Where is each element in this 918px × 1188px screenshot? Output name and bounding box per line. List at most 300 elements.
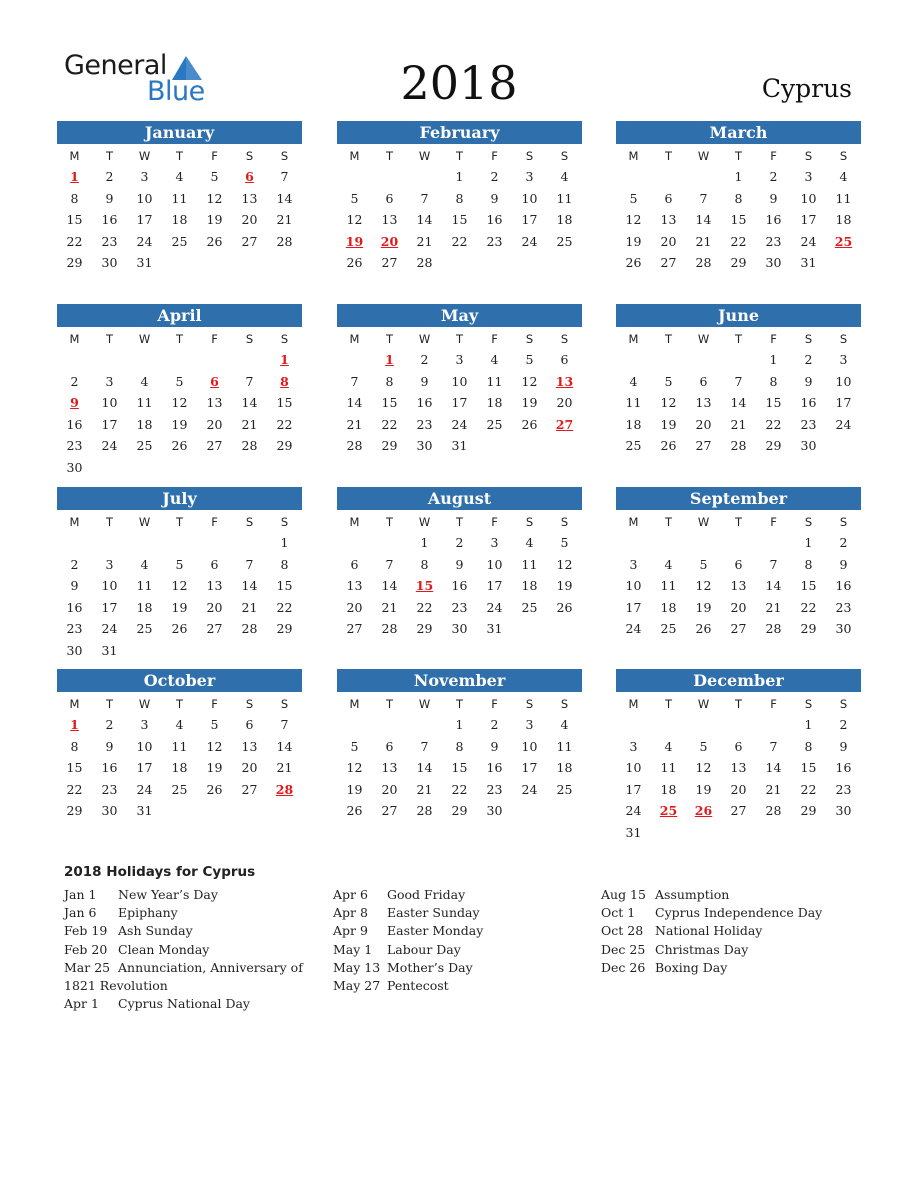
day-cell: 28 bbox=[346, 438, 363, 454]
weekday-label: W bbox=[138, 515, 151, 529]
holiday-day-cell: 13 bbox=[555, 373, 574, 389]
week-row bbox=[616, 252, 861, 274]
weekday-label: T bbox=[734, 332, 743, 346]
day-cell: 24 bbox=[800, 233, 817, 249]
day-cell: 28 bbox=[241, 621, 258, 637]
holiday-name: Assumption bbox=[655, 887, 730, 902]
day-cell: 18 bbox=[521, 578, 538, 594]
empty-day-cell bbox=[232, 640, 267, 662]
day-cell: 12 bbox=[660, 395, 677, 411]
day-cell: 15 bbox=[276, 578, 293, 594]
weekday-label: S bbox=[245, 515, 254, 529]
empty-day-cell bbox=[57, 349, 92, 371]
weekday-label: T bbox=[175, 332, 184, 346]
day-cell: 12 bbox=[695, 760, 712, 776]
month-april bbox=[57, 304, 302, 479]
empty-day-cell bbox=[512, 800, 547, 822]
day-cell: 29 bbox=[66, 803, 83, 819]
week-row bbox=[616, 757, 861, 779]
day-cell: 14 bbox=[241, 395, 258, 411]
holiday-date: Apr 8 bbox=[333, 905, 368, 921]
empty-day-cell bbox=[651, 532, 686, 554]
day-cell: 27 bbox=[730, 803, 747, 819]
month-header: February bbox=[337, 121, 582, 144]
day-cell: 3 bbox=[490, 535, 499, 550]
day-cell: 26 bbox=[171, 621, 188, 637]
holiday-item bbox=[601, 959, 861, 977]
day-cell: 21 bbox=[276, 760, 293, 776]
weekday-label: F bbox=[211, 697, 218, 711]
weekday-label: W bbox=[418, 697, 431, 711]
empty-day-cell bbox=[232, 800, 267, 822]
week-row bbox=[57, 435, 302, 457]
day-cell: 7 bbox=[769, 738, 778, 754]
day-cell: 6 bbox=[664, 190, 673, 206]
day-cell: 7 bbox=[350, 373, 359, 389]
week-row bbox=[57, 252, 302, 274]
day-cell: 14 bbox=[416, 760, 433, 776]
day-cell: 10 bbox=[800, 190, 817, 206]
holiday-item bbox=[64, 959, 324, 977]
day-cell: 24 bbox=[521, 781, 538, 797]
day-cell: 11 bbox=[136, 578, 153, 594]
weekday-label: S bbox=[560, 697, 569, 711]
day-cell: 15 bbox=[765, 395, 782, 411]
weekday-row bbox=[57, 144, 302, 166]
day-cell: 19 bbox=[556, 578, 573, 594]
day-cell: 18 bbox=[486, 395, 503, 411]
day-cell: 18 bbox=[556, 212, 573, 228]
day-cell: 4 bbox=[629, 373, 638, 389]
empty-day-cell bbox=[92, 532, 127, 554]
weekday-label: W bbox=[418, 332, 431, 346]
month-header: December bbox=[616, 669, 861, 692]
day-cell: 19 bbox=[660, 416, 677, 432]
holiday-name: Easter Sunday bbox=[387, 905, 480, 921]
week-row bbox=[57, 618, 302, 640]
day-cell: 14 bbox=[346, 395, 363, 411]
weekday-row bbox=[337, 692, 582, 714]
empty-day-cell bbox=[826, 822, 861, 844]
day-cell: 4 bbox=[560, 717, 569, 732]
day-cell: 4 bbox=[839, 169, 848, 184]
day-cell: 12 bbox=[206, 190, 223, 206]
weekday-label: S bbox=[839, 697, 848, 711]
day-cell: 15 bbox=[381, 395, 398, 411]
day-cell: 1 bbox=[280, 535, 289, 550]
day-cell: 1 bbox=[769, 352, 778, 367]
week-row bbox=[616, 392, 861, 414]
week-row bbox=[616, 532, 861, 554]
day-cell: 20 bbox=[206, 416, 223, 432]
day-cell: 16 bbox=[66, 599, 83, 615]
day-cell: 17 bbox=[451, 395, 468, 411]
holiday-name: Ash Sunday bbox=[118, 923, 193, 939]
day-cell: 8 bbox=[70, 738, 79, 754]
week-row bbox=[337, 757, 582, 779]
weekday-label: M bbox=[349, 697, 360, 711]
day-cell: 5 bbox=[699, 556, 708, 572]
day-cell: 18 bbox=[171, 760, 188, 776]
day-cell: 2 bbox=[490, 169, 499, 184]
day-cell: 20 bbox=[695, 416, 712, 432]
empty-day-cell bbox=[686, 349, 721, 371]
day-cell: 21 bbox=[765, 599, 782, 615]
day-cell: 10 bbox=[136, 738, 153, 754]
day-cell: 11 bbox=[171, 190, 188, 206]
empty-day-cell bbox=[721, 532, 756, 554]
holiday-day-cell: 15 bbox=[415, 578, 434, 594]
week-row bbox=[337, 166, 582, 188]
week-row bbox=[57, 779, 302, 801]
month-header: November bbox=[337, 669, 582, 692]
weekday-label: F bbox=[211, 515, 218, 529]
week-row bbox=[616, 371, 861, 393]
month-header: March bbox=[616, 121, 861, 144]
weekday-label: F bbox=[491, 332, 498, 346]
day-cell: 13 bbox=[660, 212, 677, 228]
weekday-label: S bbox=[525, 697, 534, 711]
day-cell: 19 bbox=[346, 781, 363, 797]
day-cell: 10 bbox=[451, 373, 468, 389]
week-row bbox=[337, 371, 582, 393]
holiday-item bbox=[601, 922, 861, 940]
weekday-label: T bbox=[175, 149, 184, 163]
day-cell: 18 bbox=[835, 212, 852, 228]
empty-day-cell bbox=[512, 435, 547, 457]
holidays-title: 2018 Holidays for Cyprus bbox=[64, 864, 256, 880]
day-cell: 13 bbox=[241, 738, 258, 754]
day-cell: 2 bbox=[769, 169, 778, 184]
day-cell: 8 bbox=[70, 190, 79, 206]
day-cell: 18 bbox=[625, 416, 642, 432]
day-cell: 10 bbox=[136, 190, 153, 206]
day-cell: 22 bbox=[381, 416, 398, 432]
day-cell: 10 bbox=[625, 578, 642, 594]
logo-blue-text: Blue bbox=[147, 76, 205, 107]
day-cell: 10 bbox=[625, 760, 642, 776]
empty-day-cell bbox=[686, 714, 721, 736]
day-cell: 6 bbox=[385, 190, 394, 206]
empty-day-cell bbox=[127, 349, 162, 371]
day-cell: 15 bbox=[800, 760, 817, 776]
day-cell: 3 bbox=[140, 169, 149, 184]
day-cell: 21 bbox=[695, 233, 712, 249]
weekday-label: W bbox=[138, 332, 151, 346]
empty-day-cell bbox=[651, 166, 686, 188]
empty-day-cell bbox=[267, 800, 302, 822]
day-cell: 17 bbox=[625, 599, 642, 615]
empty-day-cell bbox=[162, 349, 197, 371]
day-cell: 10 bbox=[521, 190, 538, 206]
day-cell: 28 bbox=[765, 621, 782, 637]
holiday-item bbox=[64, 995, 324, 1013]
week-row bbox=[57, 414, 302, 436]
weekday-row bbox=[337, 144, 582, 166]
day-cell: 16 bbox=[486, 212, 503, 228]
day-cell: 14 bbox=[276, 738, 293, 754]
day-cell: 30 bbox=[800, 438, 817, 454]
weekday-label: T bbox=[734, 515, 743, 529]
day-cell: 16 bbox=[765, 212, 782, 228]
holiday-name: Boxing Day bbox=[655, 959, 728, 975]
holiday-date: Oct 1 bbox=[601, 905, 636, 921]
day-cell: 11 bbox=[521, 556, 538, 572]
weekday-label: S bbox=[525, 332, 534, 346]
week-row bbox=[616, 800, 861, 822]
day-cell: 28 bbox=[381, 621, 398, 637]
day-cell: 9 bbox=[804, 373, 813, 389]
day-cell: 14 bbox=[695, 212, 712, 228]
empty-day-cell bbox=[57, 532, 92, 554]
day-cell: 26 bbox=[695, 621, 712, 637]
weekday-label: T bbox=[105, 697, 114, 711]
empty-day-cell bbox=[547, 252, 582, 274]
day-cell: 29 bbox=[765, 438, 782, 454]
day-cell: 12 bbox=[695, 578, 712, 594]
day-cell: 31 bbox=[486, 621, 503, 637]
empty-day-cell bbox=[372, 532, 407, 554]
day-cell: 5 bbox=[210, 717, 219, 732]
day-cell: 8 bbox=[280, 556, 289, 572]
day-cell: 18 bbox=[660, 599, 677, 615]
day-cell: 6 bbox=[734, 556, 743, 572]
day-cell: 3 bbox=[105, 556, 114, 572]
day-cell: 26 bbox=[346, 255, 363, 271]
weekday-label: M bbox=[349, 332, 360, 346]
day-cell: 20 bbox=[660, 233, 677, 249]
weekday-label: T bbox=[105, 332, 114, 346]
holiday-date: Apr 6 bbox=[333, 887, 368, 902]
day-cell: 3 bbox=[525, 169, 534, 184]
day-cell: 17 bbox=[136, 212, 153, 228]
weekday-row bbox=[57, 327, 302, 349]
day-cell: 11 bbox=[625, 395, 642, 411]
day-cell: 1 bbox=[420, 535, 429, 550]
holiday-name: Cyprus Independence Day bbox=[655, 905, 823, 921]
day-cell: 16 bbox=[486, 760, 503, 776]
day-cell: 14 bbox=[416, 212, 433, 228]
day-cell: 31 bbox=[136, 255, 153, 271]
day-cell: 9 bbox=[769, 190, 778, 206]
day-cell: 20 bbox=[556, 395, 573, 411]
empty-day-cell bbox=[232, 457, 267, 479]
day-cell: 26 bbox=[171, 438, 188, 454]
day-cell: 24 bbox=[625, 803, 642, 819]
day-cell: 13 bbox=[346, 578, 363, 594]
day-cell: 25 bbox=[660, 621, 677, 637]
empty-day-cell bbox=[547, 435, 582, 457]
empty-day-cell bbox=[721, 714, 756, 736]
holiday-date: May 13 bbox=[333, 959, 381, 975]
week-row bbox=[337, 435, 582, 457]
day-cell: 12 bbox=[346, 212, 363, 228]
day-cell: 30 bbox=[835, 621, 852, 637]
day-cell: 20 bbox=[381, 781, 398, 797]
year-title: 2018 bbox=[400, 56, 518, 110]
holiday-column bbox=[601, 886, 861, 977]
empty-day-cell bbox=[756, 532, 791, 554]
weekday-label: T bbox=[664, 697, 673, 711]
day-cell: 27 bbox=[241, 233, 258, 249]
holiday-name: New Year’s Day bbox=[118, 887, 218, 902]
holiday-name: Annunciation, Anniversary of bbox=[118, 959, 303, 975]
holiday-name: National Holiday bbox=[655, 923, 763, 939]
day-cell: 20 bbox=[730, 599, 747, 615]
holiday-name: Cyprus National Day bbox=[118, 996, 250, 1012]
day-cell: 3 bbox=[804, 169, 813, 184]
week-row bbox=[337, 714, 582, 736]
day-cell: 17 bbox=[136, 760, 153, 776]
weekday-label: S bbox=[280, 149, 289, 163]
month-january bbox=[57, 121, 302, 274]
day-cell: 16 bbox=[835, 760, 852, 776]
day-cell: 29 bbox=[276, 438, 293, 454]
empty-day-cell bbox=[616, 532, 651, 554]
holiday-item bbox=[333, 959, 593, 977]
week-row bbox=[616, 209, 861, 231]
weekday-row bbox=[57, 510, 302, 532]
holiday-date: Mar 25 bbox=[64, 959, 111, 975]
day-cell: 17 bbox=[521, 760, 538, 776]
day-cell: 23 bbox=[486, 781, 503, 797]
day-cell: 26 bbox=[556, 599, 573, 615]
weekday-row bbox=[616, 144, 861, 166]
day-cell: 5 bbox=[175, 373, 184, 389]
month-header: April bbox=[57, 304, 302, 327]
day-cell: 22 bbox=[451, 233, 468, 249]
day-cell: 9 bbox=[455, 556, 464, 572]
empty-day-cell bbox=[127, 532, 162, 554]
holiday-day-cell: 25 bbox=[834, 233, 853, 249]
holiday-name: Christmas Day bbox=[655, 941, 749, 957]
day-cell: 21 bbox=[416, 233, 433, 249]
week-row bbox=[616, 435, 861, 457]
empty-day-cell bbox=[721, 822, 756, 844]
empty-day-cell bbox=[162, 532, 197, 554]
day-cell: 24 bbox=[136, 233, 153, 249]
empty-day-cell bbox=[197, 252, 232, 274]
day-cell: 22 bbox=[730, 233, 747, 249]
day-cell: 22 bbox=[66, 781, 83, 797]
holiday-name: Good Friday bbox=[387, 887, 466, 902]
day-cell: 8 bbox=[455, 738, 464, 754]
holiday-item bbox=[601, 941, 861, 959]
day-cell: 3 bbox=[629, 738, 638, 754]
weekday-label: T bbox=[664, 332, 673, 346]
day-cell: 7 bbox=[280, 717, 289, 732]
day-cell: 23 bbox=[101, 781, 118, 797]
day-cell: 22 bbox=[276, 416, 293, 432]
weekday-label: W bbox=[697, 332, 710, 346]
day-cell: 3 bbox=[140, 717, 149, 732]
day-cell: 15 bbox=[451, 212, 468, 228]
holiday-date: Apr 9 bbox=[333, 923, 368, 939]
week-row bbox=[57, 597, 302, 619]
week-row bbox=[57, 457, 302, 479]
day-cell: 23 bbox=[416, 416, 433, 432]
empty-day-cell bbox=[267, 640, 302, 662]
day-cell: 19 bbox=[625, 233, 642, 249]
week-row bbox=[337, 597, 582, 619]
empty-day-cell bbox=[197, 457, 232, 479]
weekday-label: S bbox=[804, 697, 813, 711]
holiday-item bbox=[333, 941, 593, 959]
weekday-label: M bbox=[628, 697, 639, 711]
day-cell: 30 bbox=[66, 459, 83, 475]
day-cell: 7 bbox=[420, 190, 429, 206]
holiday-column bbox=[333, 886, 593, 995]
day-cell: 23 bbox=[765, 233, 782, 249]
day-cell: 4 bbox=[490, 352, 499, 367]
weekday-label: S bbox=[280, 515, 289, 529]
week-row bbox=[616, 349, 861, 371]
weekday-label: T bbox=[385, 332, 394, 346]
week-row bbox=[337, 392, 582, 414]
day-cell: 30 bbox=[765, 255, 782, 271]
day-cell: 4 bbox=[140, 556, 149, 572]
day-cell: 4 bbox=[175, 717, 184, 732]
empty-day-cell bbox=[127, 457, 162, 479]
month-header: October bbox=[57, 669, 302, 692]
empty-day-cell bbox=[197, 349, 232, 371]
day-cell: 9 bbox=[70, 578, 79, 594]
day-cell: 21 bbox=[765, 781, 782, 797]
day-cell: 8 bbox=[804, 738, 813, 754]
weekday-label: M bbox=[349, 515, 360, 529]
holiday-day-cell: 1 bbox=[280, 352, 289, 367]
day-cell: 27 bbox=[241, 781, 258, 797]
day-cell: 5 bbox=[350, 738, 359, 754]
day-cell: 12 bbox=[556, 556, 573, 572]
empty-day-cell bbox=[267, 457, 302, 479]
day-cell: 31 bbox=[800, 255, 817, 271]
day-cell: 24 bbox=[835, 416, 852, 432]
day-cell: 1 bbox=[804, 717, 813, 732]
day-cell: 18 bbox=[660, 781, 677, 797]
week-row bbox=[57, 532, 302, 554]
holiday-day-cell: 1 bbox=[385, 352, 394, 367]
empty-day-cell bbox=[337, 532, 372, 554]
day-cell: 5 bbox=[629, 190, 638, 206]
day-cell: 3 bbox=[105, 373, 114, 389]
weekday-label: M bbox=[69, 332, 80, 346]
holiday-day-cell: 26 bbox=[694, 803, 713, 819]
week-row bbox=[57, 800, 302, 822]
day-cell: 15 bbox=[66, 212, 83, 228]
day-cell: 19 bbox=[206, 212, 223, 228]
week-row bbox=[337, 800, 582, 822]
week-row bbox=[57, 349, 302, 371]
month-october bbox=[57, 669, 302, 822]
day-cell: 22 bbox=[800, 599, 817, 615]
holiday-name: Mother’s Day bbox=[387, 959, 473, 975]
day-cell: 16 bbox=[101, 760, 118, 776]
day-cell: 9 bbox=[105, 738, 114, 754]
week-row bbox=[337, 532, 582, 554]
week-row bbox=[57, 757, 302, 779]
weekday-label: M bbox=[69, 515, 80, 529]
day-cell: 15 bbox=[276, 395, 293, 411]
day-cell: 17 bbox=[800, 212, 817, 228]
weekday-row bbox=[616, 327, 861, 349]
week-row bbox=[616, 575, 861, 597]
weekday-label: S bbox=[839, 515, 848, 529]
weekday-label: S bbox=[560, 332, 569, 346]
day-cell: 29 bbox=[381, 438, 398, 454]
day-cell: 25 bbox=[171, 233, 188, 249]
day-cell: 24 bbox=[486, 599, 503, 615]
